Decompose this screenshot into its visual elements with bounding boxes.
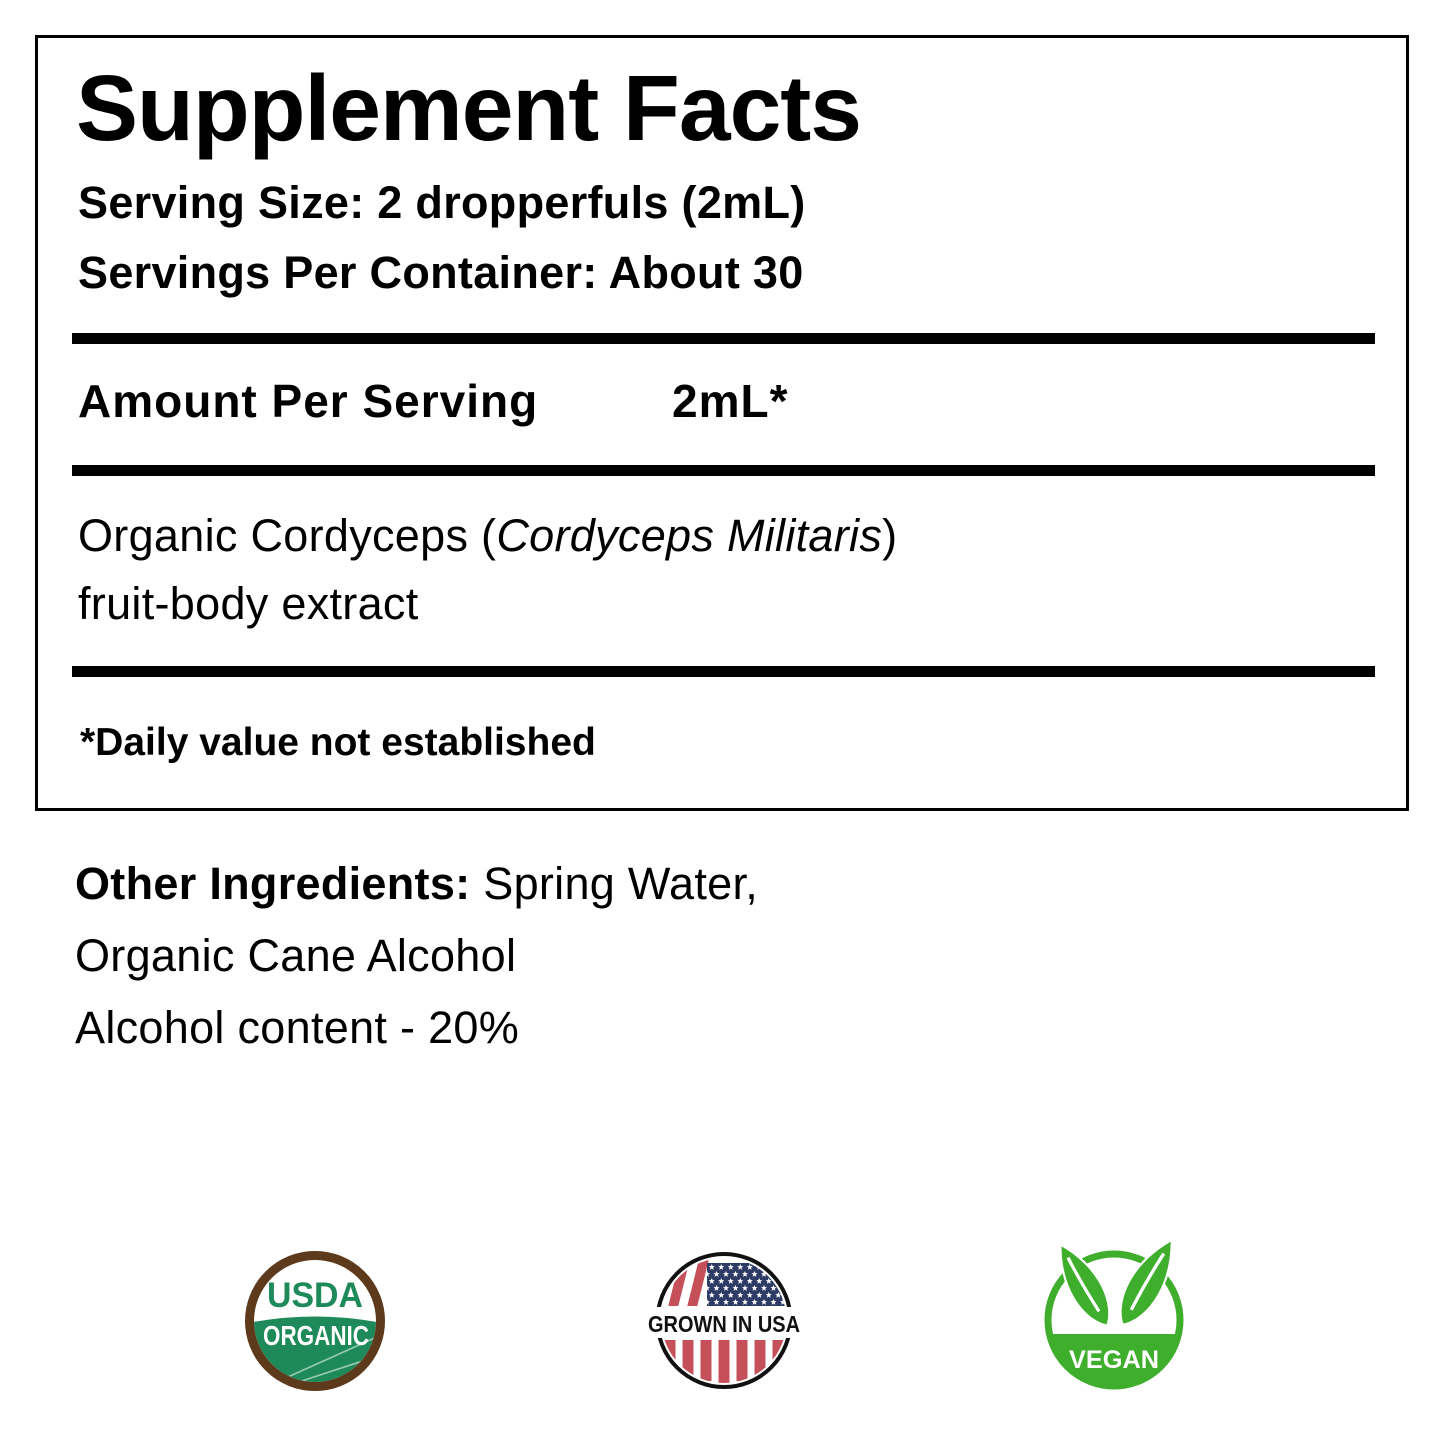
ingredient-line-1 <box>78 511 897 561</box>
ingredient-name-close: ) <box>882 510 898 561</box>
vegan-badge <box>1034 1222 1194 1394</box>
ingredient-name: Organic Cordyceps ( <box>78 510 497 561</box>
alcohol-content-line: Alcohol content - 20% <box>75 1002 520 1053</box>
usda-text: USDA <box>267 1276 363 1315</box>
thick-rule-3 <box>72 666 1375 677</box>
panel-title: Supplement Facts <box>76 56 861 160</box>
other-ingredients-label: Other Ingredients: <box>75 858 471 909</box>
ingredient-line-2: fruit-body extract <box>78 578 419 629</box>
thick-rule-1 <box>72 333 1375 344</box>
amount-per-serving-label: Amount Per Serving <box>78 375 539 427</box>
other-ingredients-line-1 <box>75 859 758 909</box>
other-ingredients-value: Spring Water, <box>483 858 759 909</box>
daily-value-footnote: *Daily value not established <box>80 721 596 764</box>
other-ingredients-line-2: Organic Cane Alcohol <box>75 930 517 981</box>
grown-in-usa-badge <box>617 1247 829 1397</box>
vegan-text: VEGAN <box>1069 1346 1159 1374</box>
grown-in-usa-text: GROWN IN USA <box>648 1311 800 1337</box>
servings-per-container-line: Servings Per Container: About 30 <box>78 247 804 298</box>
ingredient-latin-name: Cordyceps Militaris <box>496 510 883 561</box>
thick-rule-2 <box>72 465 1375 476</box>
leaf-icon <box>1110 1234 1183 1331</box>
serving-size-line: Serving Size: 2 dropperfuls (2mL) <box>78 177 806 228</box>
flag-canton <box>707 1263 787 1306</box>
usda-organic-badge <box>240 1246 390 1396</box>
amount-per-serving-value: 2mL* <box>672 375 789 427</box>
organic-text: ORGANIC <box>263 1320 369 1351</box>
